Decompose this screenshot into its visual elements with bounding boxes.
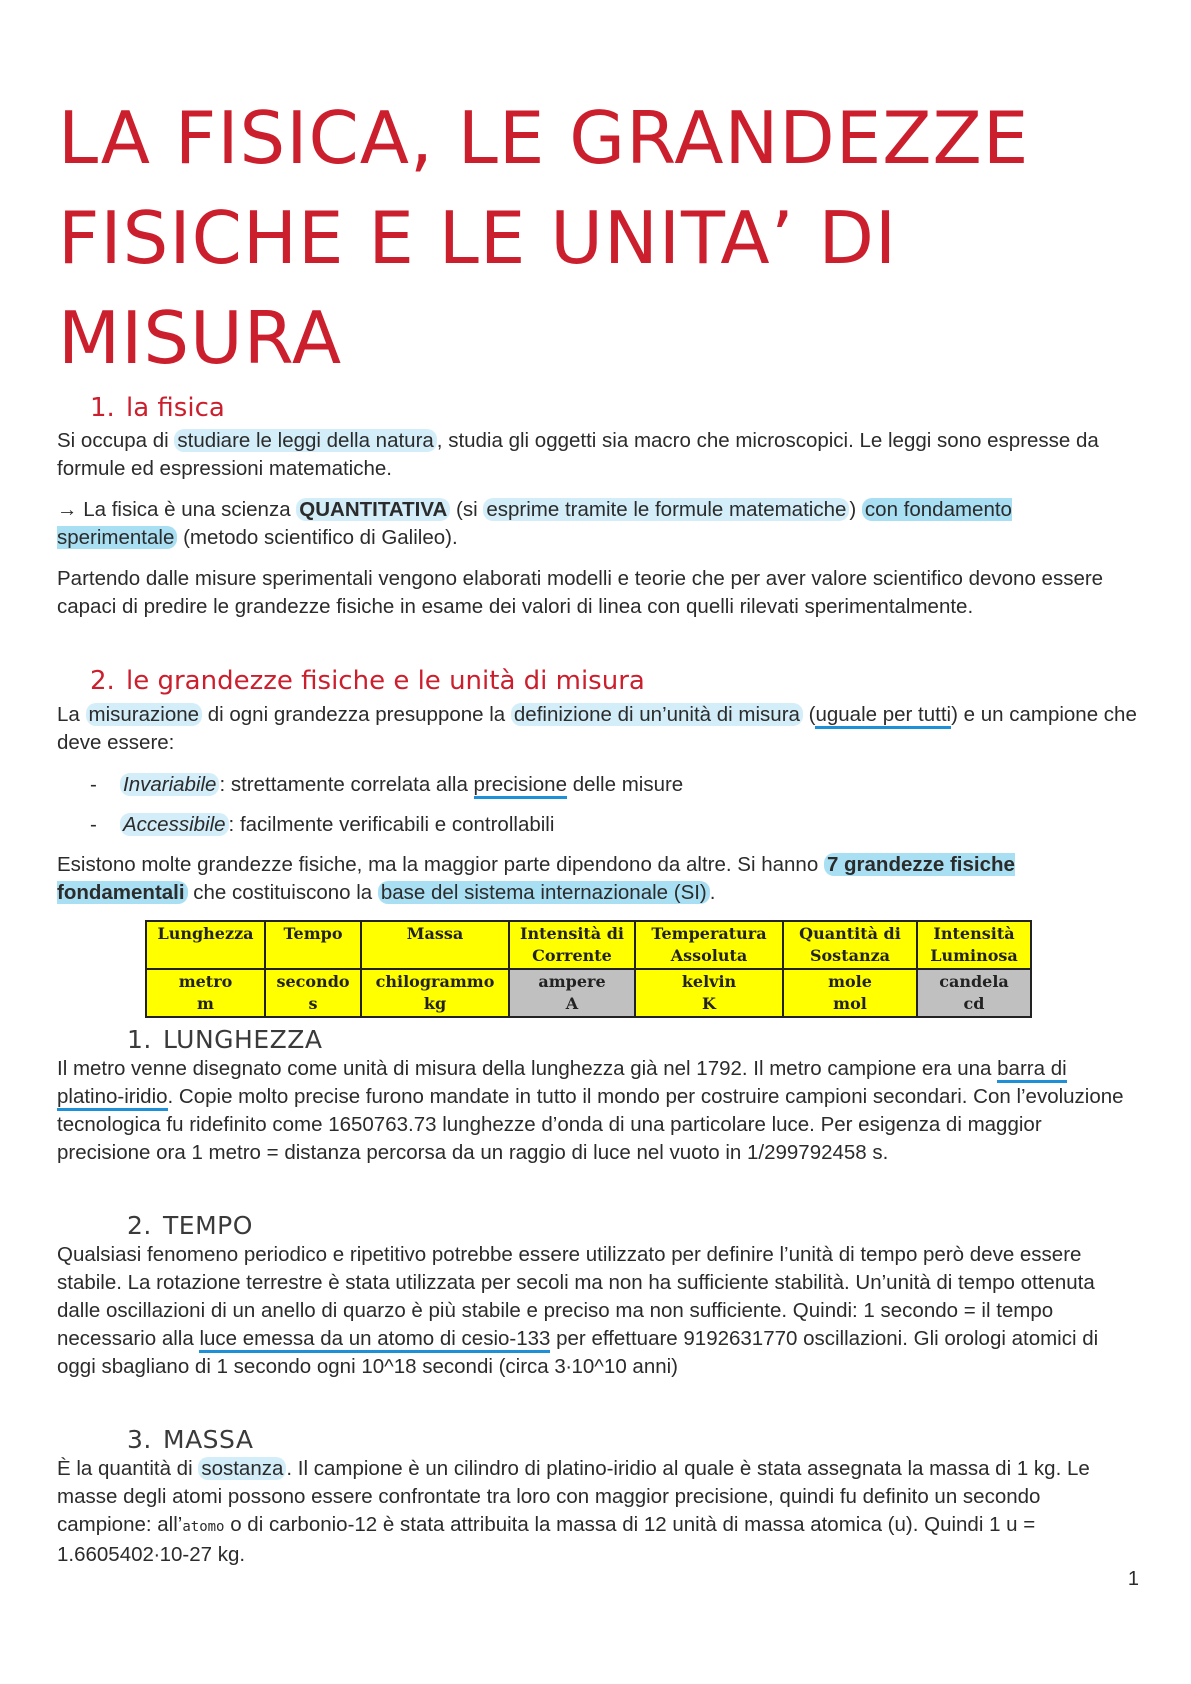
bullet-invariabile bbox=[90, 771, 683, 799]
unit-name: secondo bbox=[276, 972, 350, 991]
section-heading-la-fisica bbox=[90, 393, 225, 423]
table-cell bbox=[146, 969, 265, 1017]
unit-name: mole bbox=[828, 972, 872, 991]
subsection-number: 3. bbox=[127, 1425, 152, 1454]
si-units-table bbox=[145, 920, 1032, 1018]
term: Accessibile bbox=[120, 813, 229, 836]
text-run: : facilmente verificabili e controllabili bbox=[228, 813, 555, 836]
text-run: , studia gli oggetti sia macro che microscopici. Le leggi sono espresse da formule ed espressioni matematiche. bbox=[57, 429, 1099, 480]
subsection-number: 2. bbox=[127, 1211, 152, 1240]
text-run: È la quantità di bbox=[57, 1457, 199, 1480]
text-run: ) bbox=[849, 498, 862, 521]
highlight: misurazione bbox=[86, 703, 203, 726]
unit-name: ampere bbox=[538, 972, 606, 991]
underline: barra di platino-iridio bbox=[57, 1057, 1067, 1111]
highlight-bold: 7 grandezze fisiche fondamentali bbox=[57, 853, 1015, 904]
table-cell bbox=[783, 969, 917, 1017]
text-run: . Il campione è un cilindro di platino-iridio al quale è stata assegnata la massa di 1 kg. Le masse degli atomi possono essere confrontate tra loro con maggior precisione, quindi fu definito un secondo campione: all’ bbox=[57, 1457, 1090, 1536]
unit-name: metro bbox=[178, 972, 233, 991]
cell-line: Intensità di bbox=[520, 924, 624, 943]
table-cell bbox=[361, 969, 509, 1017]
subsection-title: LUNGHEZZA bbox=[163, 1025, 323, 1054]
text-run: Esistono molte grandezze fisiche, ma la maggior parte dipendono da altre. Si hanno bbox=[57, 853, 824, 876]
cell-line: Corrente bbox=[532, 946, 612, 965]
handwritten-word: atomo bbox=[182, 1519, 225, 1535]
highlight: studiare le leggi della natura bbox=[174, 429, 436, 452]
paragraph-massa bbox=[57, 1455, 1137, 1569]
subsection-heading-massa bbox=[127, 1425, 253, 1454]
cell-line: Luminosa bbox=[930, 946, 1018, 965]
text-run: o di carbonio-12 è stata attribuita la massa di 12 unità di massa atomica (u). Quindi 1 u = 1.6605402∙10-27 kg. bbox=[57, 1513, 1036, 1566]
cell-line: Assoluta bbox=[670, 946, 748, 965]
text-run: per effettuare 9192631770 oscillazioni. Gli orologi atomici di oggi sbagliano di 1 secondo ogni 10^18 secondi (circa 3∙10^10 anni) bbox=[57, 1327, 1099, 1378]
text-run: ) e un campione che deve essere: bbox=[57, 703, 1137, 754]
highlight: esprime tramite le formule matematiche bbox=[483, 498, 849, 521]
table-cell bbox=[635, 921, 783, 969]
text-run: La bbox=[57, 703, 86, 726]
text-run: di ogni grandezza presuppone la bbox=[202, 703, 511, 726]
term: Invariabile bbox=[120, 773, 219, 796]
section-title: la fisica bbox=[126, 393, 225, 423]
subsection-title: MASSA bbox=[163, 1425, 254, 1454]
cell-line: Lunghezza bbox=[157, 924, 254, 943]
cell-line: Quantità di bbox=[799, 924, 901, 943]
table-header-row bbox=[146, 921, 1031, 969]
paragraph-modelli: Partendo dalle misure sperimentali vengono elaborati modelli e teorie che per aver valore scientifico devono essere capaci di predire le grandezze fisiche in esame dei valori di linea con quelli rilevati sperimentalmente. bbox=[57, 567, 1104, 618]
cell-line: Tempo bbox=[283, 924, 343, 943]
text-run: → La fisica è una scienza bbox=[57, 498, 297, 521]
text-run: . bbox=[709, 881, 716, 904]
table-cell bbox=[635, 969, 783, 1017]
subsection-title: TEMPO bbox=[163, 1211, 253, 1240]
paragraph-tempo bbox=[57, 1241, 1137, 1381]
text-run: : strettamente correlata alla bbox=[219, 773, 474, 796]
table-cell bbox=[509, 969, 635, 1017]
text-run: Qualsiasi fenomeno periodico e ripetitivo potrebbe essere utilizzato per definire l’unità di tempo però deve essere stabile. La rotazione terrestre è stata utilizzata per secoli ma non ha sufficiente stabilità. Un’unità di tempo ottenuta dalle oscillazioni di un anello di quarzo è più stabile e preciso ma non sufficiente. Quindi: 1 secondo = il tempo necessario alla bbox=[57, 1243, 1095, 1350]
unit-symbol: m bbox=[197, 994, 214, 1013]
section-title: le grandezze fisiche e le unità di misura bbox=[126, 666, 645, 696]
table-cell bbox=[917, 969, 1031, 1017]
text-run: delle misure bbox=[567, 773, 684, 796]
underline: precisione bbox=[474, 773, 567, 799]
text-run: . Copie molto precise furono mandate in tutto il mondo per costruire campioni secondari. Con l’evoluzione tecnologica fu ridefinito come 1650763.73 lunghezze d’onda di una particolare luce. Per esigenza di maggior precisione ora 1 metro = distanza percorsa da un raggio di luce nel vuoto in 1/299792458 s. bbox=[57, 1085, 1124, 1164]
highlight: con fondamento sperimentale bbox=[57, 498, 1012, 549]
text-run: che costituiscono la bbox=[187, 881, 378, 904]
table-cell bbox=[509, 921, 635, 969]
paragraph-misurazione bbox=[57, 701, 1137, 757]
unit-name: chilogrammo bbox=[375, 972, 495, 991]
bullet-accessibile bbox=[90, 811, 554, 839]
bullet-dash: - bbox=[90, 773, 97, 796]
unit-symbol: A bbox=[565, 994, 579, 1013]
unit-symbol: kg bbox=[423, 994, 447, 1013]
bullet-dash: - bbox=[90, 813, 97, 836]
table-cell bbox=[265, 969, 361, 1017]
unit-symbol: mol bbox=[833, 994, 867, 1013]
table-cell bbox=[783, 921, 917, 969]
subsection-heading-tempo bbox=[127, 1211, 253, 1240]
text-run: Il metro venne disegnato come unità di misura della lunghezza già nel 1792. Il metro campione era una bbox=[57, 1057, 998, 1080]
table-cell bbox=[361, 921, 509, 969]
unit-symbol: s bbox=[308, 994, 318, 1013]
subsection-heading-lunghezza bbox=[127, 1025, 323, 1054]
highlight-bold: QUANTITATIVA bbox=[296, 498, 450, 521]
paragraph-quantitativa bbox=[57, 496, 1137, 552]
highlight: definizione di un’unità di misura bbox=[511, 703, 803, 726]
paragraph-grandezze-fondamentali bbox=[57, 851, 1137, 907]
table-cell bbox=[265, 921, 361, 969]
table-cell bbox=[917, 921, 1031, 969]
section-number: 1. bbox=[90, 393, 115, 423]
cell-line: Sostanza bbox=[809, 946, 891, 965]
text-run: (metodo scientifico di Galileo). bbox=[177, 526, 458, 549]
subsection-number: 1. bbox=[127, 1025, 152, 1054]
unit-symbol: cd bbox=[963, 994, 985, 1013]
cell-line: Temperatura bbox=[651, 924, 767, 943]
text-run: Si occupa di bbox=[57, 429, 175, 452]
unit-symbol: K bbox=[702, 994, 716, 1013]
paragraph-lunghezza bbox=[57, 1055, 1137, 1167]
unit-name: kelvin bbox=[681, 972, 737, 991]
document-title: LA FISICA, LE GRANDEZZE FISICHE E LE UNITA’ DI MISURA bbox=[58, 96, 1030, 380]
cell-line: Massa bbox=[406, 924, 464, 943]
table-cell bbox=[146, 921, 265, 969]
text-run: ( bbox=[802, 703, 816, 726]
section-heading-grandezze bbox=[90, 666, 645, 696]
paragraph-fisica-intro bbox=[57, 427, 1137, 483]
unit-name: candela bbox=[939, 972, 1009, 991]
cell-line: Intensità bbox=[933, 924, 1015, 943]
underline: luce emessa da un atomo di cesio-133 bbox=[199, 1327, 550, 1353]
page-number: 1 bbox=[1127, 1568, 1139, 1590]
text-run: (si bbox=[450, 498, 484, 521]
table-units-row bbox=[146, 969, 1031, 1017]
section-number: 2. bbox=[90, 666, 115, 696]
highlight: base del sistema internazionale (SI) bbox=[378, 881, 710, 904]
underline: uguale per tutti bbox=[815, 703, 951, 729]
highlight: sostanza bbox=[198, 1457, 286, 1480]
